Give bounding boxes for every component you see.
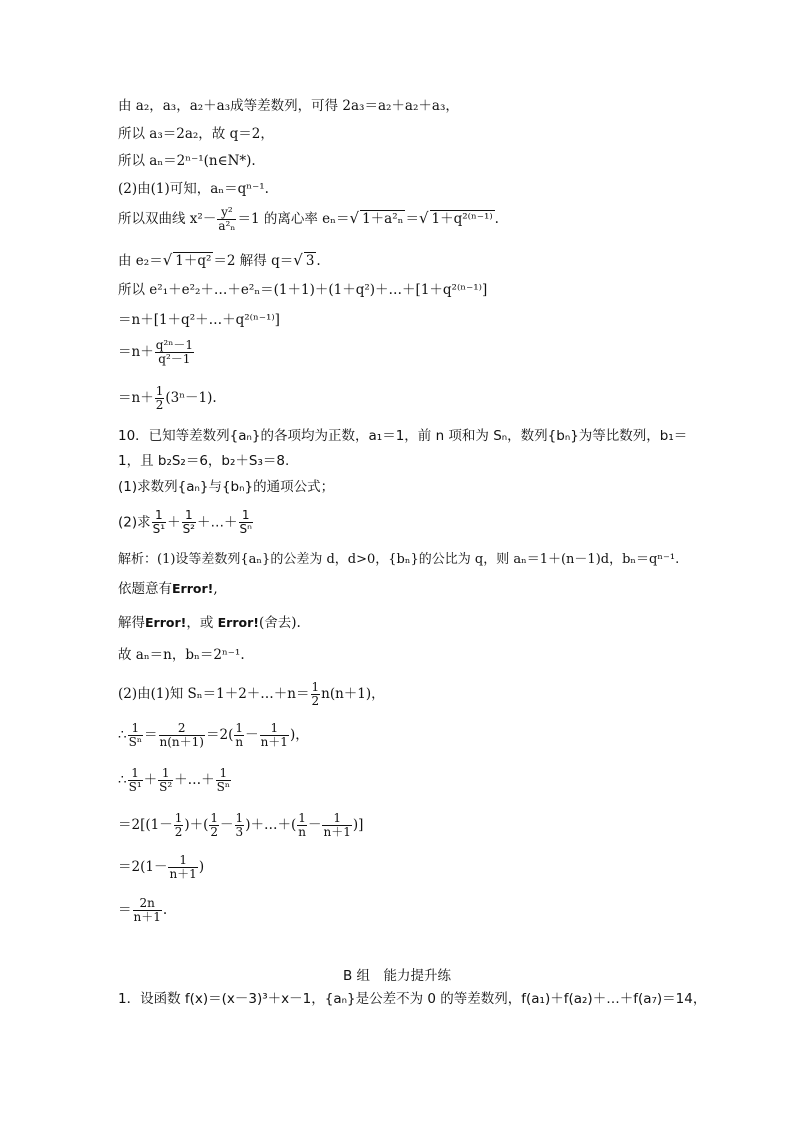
- fraction: [128, 767, 143, 794]
- text: (2)求: [118, 514, 151, 531]
- denominator: 3: [235, 825, 244, 839]
- text: ,: [213, 581, 218, 597]
- solution-line: 解析：(1)设等差数列{aₙ}的公差为 d，d>0，{bₙ}的公比为 q，则 aₙ＝1＋(n－1)d，bₙ＝qⁿ⁻¹.: [118, 552, 680, 567]
- text: ＋…＋: [174, 772, 215, 788]
- denominator: S²: [182, 522, 195, 536]
- text: (2)由(1)知 Sₙ＝1＋2＋…＋n＝: [118, 686, 310, 702]
- radical-sign: √: [162, 251, 173, 269]
- solution-line: 故 aₙ＝n，bₙ＝2ⁿ⁻¹.: [118, 647, 245, 663]
- text: 由 e₂＝: [118, 253, 163, 269]
- numerator: 1: [235, 811, 244, 825]
- fraction: [159, 722, 205, 749]
- text: ，或: [186, 615, 218, 631]
- fraction: [158, 767, 173, 794]
- solution-line: [118, 897, 167, 924]
- text: ＝: [118, 902, 132, 918]
- text: ): [198, 859, 205, 875]
- numerator: 1: [311, 680, 320, 694]
- fraction: [297, 812, 307, 839]
- text: ＝2 解得 q＝: [213, 253, 294, 269]
- numerator: 1: [260, 722, 289, 736]
- denominator: n＋1: [323, 825, 351, 839]
- fraction: [235, 812, 245, 839]
- text: .: [494, 211, 499, 227]
- question-10-line-1: 10．已知等差数列{aₙ}的各项均为正数，a₁＝1，前 n 项和为 Sₙ，数列{bₙ}为等比数列，b₁＝: [118, 428, 688, 444]
- solution-line: [118, 614, 301, 632]
- text: 依题意有: [118, 581, 172, 597]
- fraction: [311, 681, 321, 708]
- fraction-line: [118, 385, 217, 412]
- fraction: [217, 206, 236, 233]
- text: －: [220, 817, 234, 833]
- text: ＝2(: [205, 727, 234, 743]
- numerator: y²: [217, 206, 236, 220]
- denominator: 2: [174, 825, 183, 839]
- text: ＝: [405, 211, 419, 227]
- solution-line: [118, 854, 204, 881]
- text: .: [162, 902, 168, 918]
- text: (3ⁿ－1).: [165, 390, 217, 406]
- fraction: [128, 722, 143, 749]
- text: )＋…＋(: [245, 817, 297, 833]
- question-10-part-1: (1)求数列{aₙ}与{bₙ}的通项公式；: [118, 479, 335, 495]
- fraction: [322, 812, 351, 839]
- solve-q-line: [118, 251, 321, 270]
- text: ＝n＋: [118, 390, 154, 406]
- fraction: [168, 854, 197, 881]
- text: －: [307, 817, 322, 833]
- denominator: n: [235, 735, 244, 749]
- fraction: [155, 339, 194, 366]
- question-10-line-2: 1，且 b₂S₂＝6，b₂＋S₃＝8.: [118, 453, 290, 469]
- numerator: 1: [128, 722, 143, 736]
- numerator: q²ⁿ－1: [155, 338, 194, 352]
- text: )，: [289, 727, 309, 743]
- denominator: n: [298, 825, 306, 839]
- fraction: [133, 897, 162, 924]
- denominator: n＋1: [169, 867, 197, 881]
- denominator: S²: [159, 780, 173, 794]
- numerator: 1: [182, 509, 196, 523]
- text: ∴: [118, 772, 127, 788]
- denominator: Sⁿ: [128, 735, 143, 749]
- numerator: 1: [235, 721, 244, 735]
- text-line: 所以 e²₁＋e²₂＋…＋e²ₙ＝(1＋1)＋(1＋q²)＋…＋[1＋q²⁽ⁿ⁻¹⁾]: [118, 282, 488, 298]
- numerator: 1: [128, 767, 143, 781]
- text: .: [316, 253, 321, 269]
- numerator: 2n: [133, 897, 162, 911]
- text-line: ＝n＋[1＋q²＋…＋q²⁽ⁿ⁻¹⁾]: [118, 312, 280, 328]
- denominator: 2: [210, 825, 219, 839]
- text: 所以双曲线 x²－: [118, 211, 217, 227]
- numerator: 1: [322, 812, 351, 826]
- solution-line: [118, 812, 363, 839]
- numerator: 1: [210, 811, 219, 825]
- error-placeholder: Error!: [145, 615, 187, 630]
- solution-line: [118, 681, 385, 708]
- text: ＋…＋: [197, 514, 238, 531]
- denominator: n＋1: [260, 735, 288, 749]
- text: )]: [352, 817, 364, 833]
- solution-line: [118, 580, 218, 598]
- numerator: 2: [159, 722, 205, 736]
- text-line: 由 a₂，a₃，a₂＋a₃成等差数列，可得 2a₃＝a₂＋a₂＋a₃，: [118, 98, 459, 114]
- denominator: Sⁿ: [216, 780, 231, 794]
- denominator: 2: [155, 398, 164, 412]
- text: ＝2(1－: [118, 859, 168, 875]
- numerator: 1: [155, 384, 164, 398]
- denominator: Sⁿ: [239, 522, 252, 536]
- fraction: [209, 812, 219, 839]
- text: ＝1 的离心率 eₙ＝: [237, 211, 350, 227]
- question-10-part-2: (2)求 $\frac{1}{\text{S¹}}$ ＋ $\frac{1}{\text{S²}}$ ＋…＋ $\frac{1}{\text{Sⁿ}}$: [118, 508, 252, 536]
- text: ∴: [118, 727, 127, 743]
- radicand: 3: [305, 253, 315, 269]
- numerator: 1: [239, 509, 253, 523]
- solution-line: [118, 722, 309, 749]
- numerator: 1: [298, 811, 306, 825]
- fraction: [234, 722, 244, 749]
- radical-sign: √: [418, 209, 429, 227]
- radical-sign: √: [349, 209, 360, 227]
- error-placeholder: Error!: [217, 615, 259, 630]
- text-line: 所以 aₙ＝2ⁿ⁻¹(n∈N*).: [118, 153, 256, 169]
- text: ＝n＋: [118, 344, 154, 360]
- fraction: [260, 722, 289, 749]
- numerator: 1: [216, 767, 231, 781]
- denominator: S¹: [152, 522, 166, 536]
- numerator: 1: [168, 854, 197, 868]
- text-line: (2)由(1)可知，aₙ＝qⁿ⁻¹.: [118, 181, 269, 197]
- text-line: 所以 a₃＝2a₂，故 q＝2，: [118, 126, 274, 142]
- question-1-line: 1．设函数 f(x)＝(x－3)³＋x－1，{aₙ}是公差不为 0 的等差数列，f(a₁)＋f(a₂)＋…＋f(a₇)＝14，: [118, 991, 707, 1007]
- fraction: [182, 509, 196, 536]
- fraction-line: [118, 339, 195, 366]
- fraction: [239, 509, 253, 536]
- denominator: a²ₙ: [218, 219, 236, 233]
- denominator: n＋1: [133, 910, 161, 924]
- text: ＋: [143, 772, 158, 788]
- denominator: S¹: [128, 780, 142, 794]
- text: (舍去).: [258, 615, 301, 631]
- denominator: n(n＋1): [159, 735, 204, 749]
- text: )＋(: [184, 817, 209, 833]
- text: ＝2[(1－: [118, 817, 173, 833]
- fraction: [216, 767, 231, 794]
- fraction: [174, 812, 184, 839]
- radicand: 1＋q²: [175, 253, 212, 269]
- numerator: 1: [158, 767, 173, 781]
- error-placeholder: Error!: [172, 581, 214, 596]
- hyperbola-eccentricity-line: [118, 206, 499, 233]
- text: ＝: [144, 727, 158, 743]
- radicand: 1＋a²ₙ: [362, 211, 404, 227]
- text: 解得: [118, 615, 145, 631]
- numerator: 1: [152, 509, 166, 523]
- fraction: [152, 509, 166, 536]
- radicand: 1＋q²⁽ⁿ⁻¹⁾: [431, 211, 493, 227]
- fraction: [155, 385, 165, 412]
- radical-sign: √: [293, 251, 303, 269]
- text: n(n＋1)，: [321, 686, 385, 702]
- solution-line: [118, 767, 232, 794]
- text: －: [245, 727, 259, 743]
- section-heading: B 组 能力提升练: [342, 968, 452, 984]
- denominator: 2: [311, 694, 320, 708]
- denominator: q²－1: [158, 352, 191, 366]
- numerator: 1: [174, 811, 183, 825]
